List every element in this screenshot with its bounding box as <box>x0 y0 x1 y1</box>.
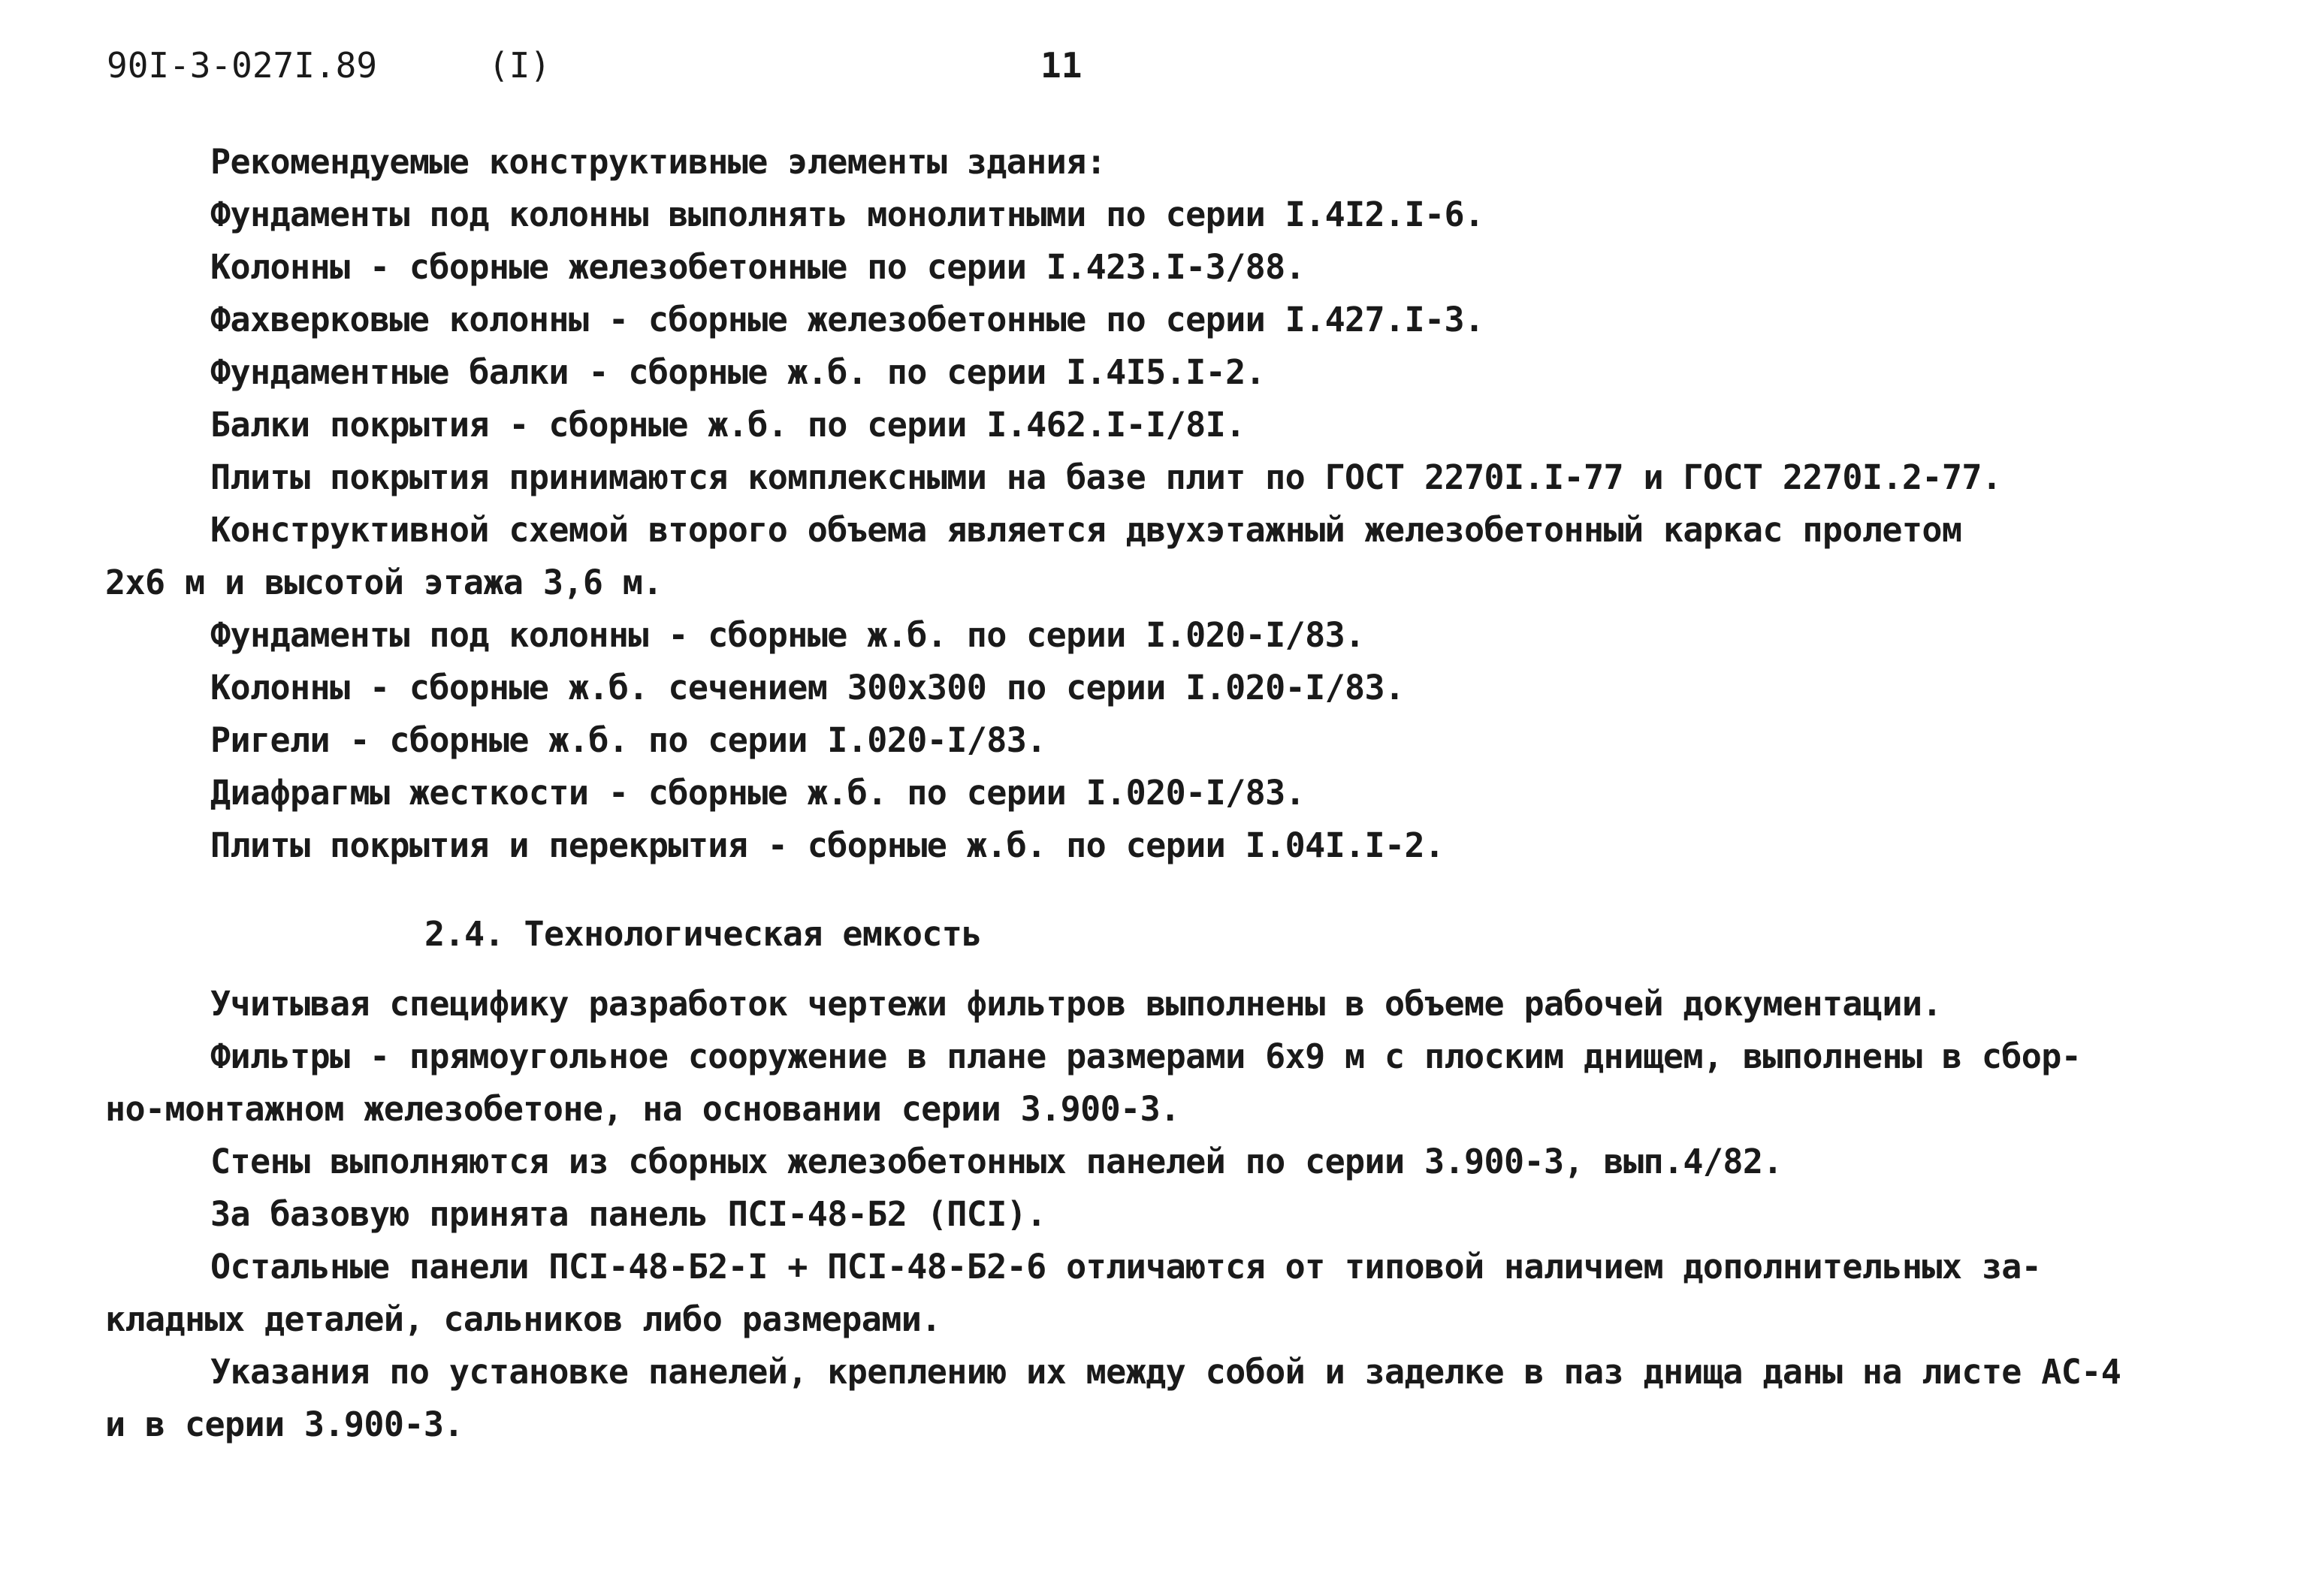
structure-item: Плиты покрытия принимаются комплексными на базе плит по ГОСТ 2270I.I-77 и ГОСТ 2270I.2-77. <box>210 457 2002 497</box>
structure-item: Колонны - сборные ж.б. сечением 300х300 по серии I.020-I/83. <box>210 668 1405 707</box>
structure-item: Плиты покрытия и перекрытия - сборные ж.б. по серии I.04I.I-2. <box>210 825 1445 865</box>
paragraph-line: но-монтажном железобетоне, на основании серии 3.900-3. <box>105 1089 1180 1129</box>
structure-item: Балки покрытия - сборные ж.б. по серии I.462.I-I/8I. <box>210 405 1246 445</box>
second-volume-line: Конструктивной схемой второго объема является двухэтажный железобетонный каркас пролетом <box>210 510 1962 550</box>
paragraph-line: Стены выполняются из сборных железобетонных панелей по серии 3.900-3, вып.4/82. <box>210 1142 1783 1181</box>
paragraph-line: Учитывая специфику разработок чертежи фильтров выполнены в объеме рабочей документации. <box>210 984 1942 1024</box>
structure-item: Диафрагмы жесткости - сборные ж.б. по серии I.020-I/83. <box>210 773 1306 813</box>
section-heading: 2.4. Технологическая емкость <box>424 914 982 954</box>
structure-item: Фундаменты под колонны - сборные ж.б. по серии I.020-I/83. <box>210 615 1365 655</box>
paragraph-line: и в серии 3.900-3. <box>105 1404 464 1444</box>
structure-item: Колонны - сборные железобетонные по серии I.423.I-3/88. <box>210 247 1306 287</box>
structure-item: Ригели - сборные ж.б. по серии I.020-I/83. <box>210 720 1046 760</box>
structures-intro: Рекомендуемые конструктивные элементы здания: <box>210 142 1107 182</box>
paragraph-line: Фильтры - прямоугольное сооружение в плане размерами 6х9 м с плоским днищем, выполнены в сбор- <box>210 1036 2082 1076</box>
doc-code: 90I-3-027I.89 <box>107 45 378 86</box>
structure-item: Фундаментные балки - сборные ж.б. по серии I.4I5.I-2. <box>210 352 1266 392</box>
structure-item: Фахверковые колонны - сборные железобетонные по серии I.427.I-3. <box>210 300 1484 339</box>
structure-item: Фундаменты под колонны выполнять монолитными по серии I.4I2.I-6. <box>210 195 1484 234</box>
paragraph-line: За базовую принята панель ПСI-48-Б2 (ПСI). <box>210 1194 1046 1234</box>
second-volume-line: 2х6 м и высотой этажа 3,6 м. <box>105 563 663 602</box>
paragraph-line: Остальные панели ПСI-48-Б2-I + ПСI-48-Б2-6 отличаются от типовой наличием дополнительных за- <box>210 1247 2042 1287</box>
doc-part: (I) <box>488 45 551 86</box>
paragraph-line: кладных деталей, сальников либо размерами. <box>105 1299 941 1339</box>
paragraph-line: Указания по установке панелей, креплению их между собой и заделке в паз днища даны на листе АС-4 <box>210 1352 2121 1392</box>
page-number: 11 <box>1040 45 1083 86</box>
